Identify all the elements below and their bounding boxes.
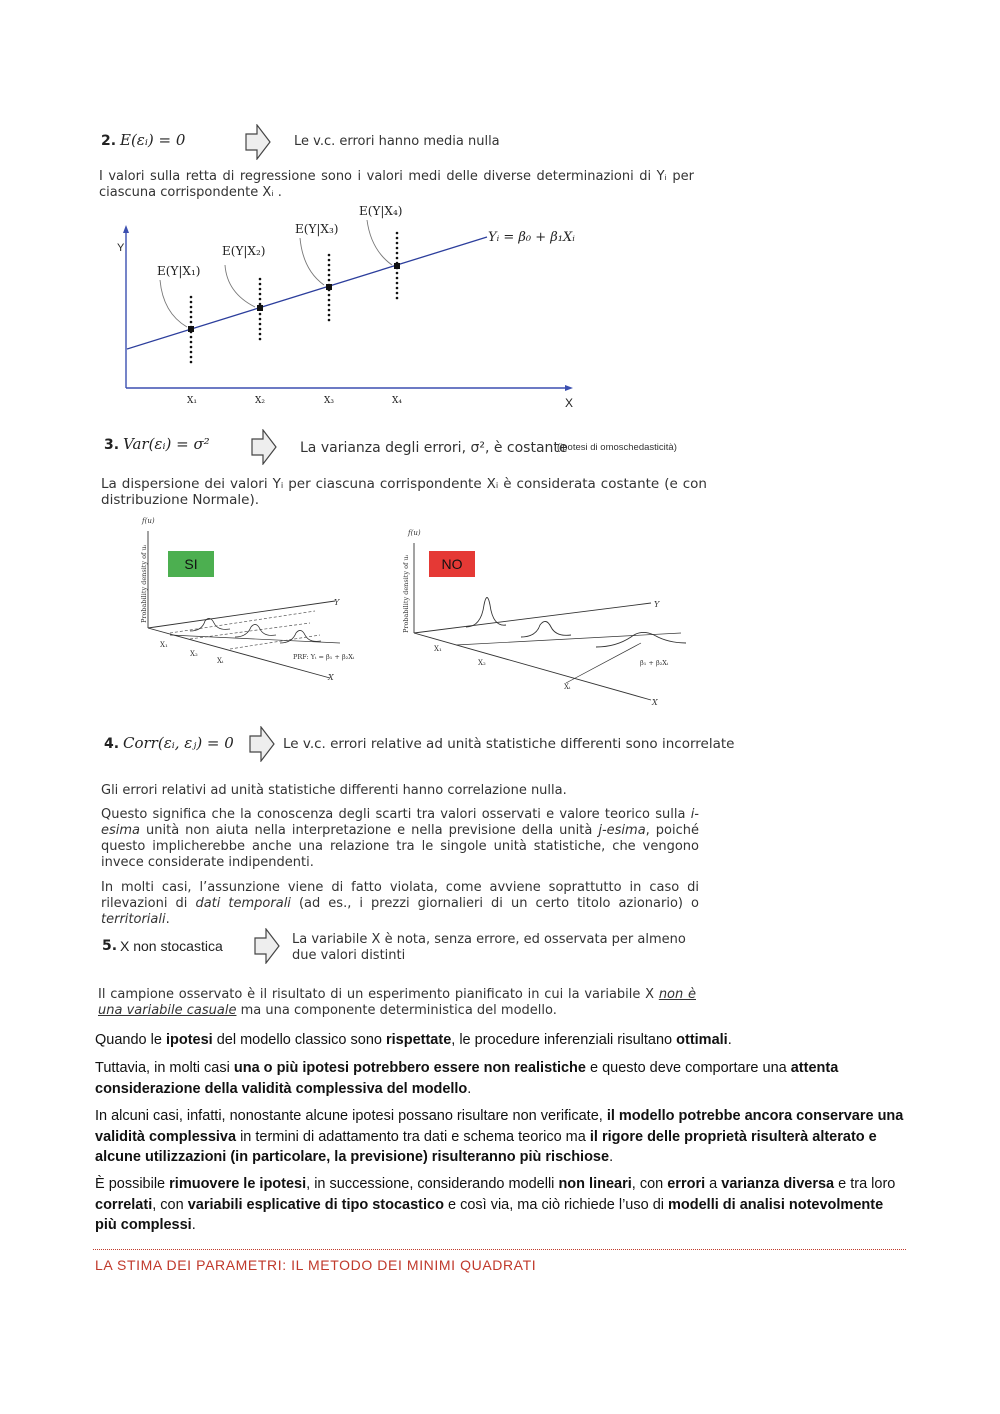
- body-paragraph-1: Quando le ipotesi del modello classico sono rispettate, le procedure inferenziali risultano ottimali.: [95, 1032, 732, 1048]
- body-paragraph-2: Tuttavia, in molti casi una o più ipotesi potrebbero essere non realistiche e questo deve comportare una attenta considerazione della validità complessiva del modello.: [95, 1060, 839, 1097]
- section-3-formula: Var(εᵢ) = σ²: [123, 435, 210, 453]
- annotation-ex3: E(Y|X₃): [295, 222, 339, 236]
- right-arrow-icon: [251, 429, 277, 465]
- section-2-description: I valori sulla retta di regressione sono i valori medi delle diverse determinazioni di Yᵢ per ciascuna corrispondente Xᵢ .: [99, 169, 694, 200]
- svg-text:X₂: X₂: [478, 659, 486, 667]
- section-3-statement: La varianza degli errori, σ², è costante: [300, 440, 568, 456]
- x-axis-label: X: [565, 396, 574, 410]
- section-3-note: (ipotesi di omoschedasticità): [557, 442, 677, 453]
- tick-x1: X₁: [187, 396, 198, 406]
- annotation-ex4: E(Y|X₄): [359, 204, 403, 218]
- homoskedastic-figure: [130, 513, 370, 693]
- section-2-formula: E(εᵢ) = 0: [120, 131, 186, 149]
- section-4-p1: Gli errori relativi ad unità statistiche differenti hanno correlazione nulla.: [101, 783, 567, 798]
- svg-text:PRF: Yᵢ = β₁ + β₂Xᵢ: PRF: Yᵢ = β₁ + β₂Xᵢ: [293, 653, 355, 661]
- svg-text:f(u): f(u): [142, 517, 155, 525]
- section-5-statement: La variabile X è nota, senza errore, ed osservata per almeno due valori distinti: [292, 932, 686, 963]
- section-4-number: 4.: [104, 736, 120, 752]
- svg-text:Xᵢ: Xᵢ: [564, 683, 571, 691]
- regression-figure: [105, 195, 595, 410]
- tick-x2: X₂: [255, 396, 266, 406]
- svg-text:Probability density of uᵢ: Probability density of uᵢ: [140, 544, 148, 623]
- section-4-statement: Le v.c. errori relative ad unità statistiche differenti sono incorrelate: [283, 736, 735, 752]
- svg-text:Y: Y: [334, 598, 340, 607]
- svg-text:Xᵢ: Xᵢ: [217, 657, 224, 665]
- svg-text:β₁ + β₂Xᵢ: β₁ + β₂Xᵢ: [640, 659, 669, 667]
- right-arrow-icon: [249, 726, 275, 762]
- tick-x4: X₄: [392, 396, 403, 406]
- section-4-p3: In molti casi, l’assunzione viene di fatto violata, come avviene soprattutto in caso di rilevazioni di dati temporali (ad es., i prezzi giornalieri di un certo titolo azionario) o territoriali.: [101, 880, 699, 927]
- body-paragraph-4: È possibile rimuovere le ipotesi, in successione, considerando modelli non lineari, con errori a varianza diversa e tra loro correlati, con variabili esplicative di tipo stocastico e così via, ma ciò richiede l’uso di modelli di analisi notevolmente più complessi.: [95, 1176, 896, 1233]
- regression-line-label: Yᵢ = β₀ + β₁Xᵢ: [488, 230, 575, 245]
- section-4-p2: Questo significa che la conoscenza degli scarti tra valori osservati e valore teorico sulla i-esima unità non aiuta nella interpretazione e nella previsione della unità j-esima, poiché questo implicherebbe anche una relazione tra le singole unità statistiche, che vengono invece considerate indipendenti.: [101, 807, 699, 870]
- badge-si: SI: [168, 551, 214, 577]
- svg-text:f(u): f(u): [408, 529, 421, 537]
- section-3-description: La dispersione dei valori Yᵢ per ciascuna corrispondente Xᵢ è considerata costante (e con distribuzione Normale).: [101, 476, 707, 508]
- svg-text:X₂: X₂: [190, 650, 198, 658]
- body-paragraph-3: In alcuni casi, infatti, nonostante alcune ipotesi possano risultare non verificate, il modello potrebbe ancora conservare una validità complessiva in termini di adattamento tra dati e schema teorico ma il rigore delle proprietà risulterà alterato e alcune utilizzazioni (in particolare, la previsione) risulteranno più rischiose.: [95, 1108, 904, 1165]
- tick-x3: X₃: [324, 396, 335, 406]
- section-divider: [93, 1249, 906, 1250]
- svg-text:Y: Y: [654, 600, 660, 609]
- svg-text:X: X: [652, 698, 658, 707]
- section-2-statement: Le v.c. errori hanno media nulla: [294, 134, 500, 149]
- next-section-heading: LA STIMA DEI PARAMETRI: IL METODO DEI MINIMI QUADRATI: [95, 1257, 537, 1273]
- section-2-number: 2.: [101, 133, 117, 149]
- section-5-number: 5.: [102, 938, 118, 954]
- section-3-number: 3.: [104, 437, 120, 453]
- badge-no: NO: [429, 551, 475, 577]
- svg-text:X: X: [328, 673, 334, 682]
- y-axis-label: Y: [117, 242, 125, 254]
- svg-text:Probability density of uᵢ: Probability density of uᵢ: [402, 554, 410, 633]
- section-5-paragraph: Il campione osservato è il risultato di un esperimento pianificato in cui la variabile X non è una variabile casuale ma una componente deterministica del modello.: [98, 987, 696, 1018]
- section-4-formula: Corr(εᵢ, εⱼ) = 0: [123, 734, 234, 752]
- annotation-ex2: E(Y|X₂): [222, 244, 266, 258]
- svg-text:X₁: X₁: [434, 645, 442, 653]
- annotation-ex1: E(Y|X₁): [157, 264, 201, 278]
- right-arrow-icon: [254, 928, 280, 964]
- right-arrow-icon: [245, 124, 271, 160]
- svg-text:X₁: X₁: [160, 641, 168, 649]
- section-5-formula: X non stocastica: [120, 938, 223, 954]
